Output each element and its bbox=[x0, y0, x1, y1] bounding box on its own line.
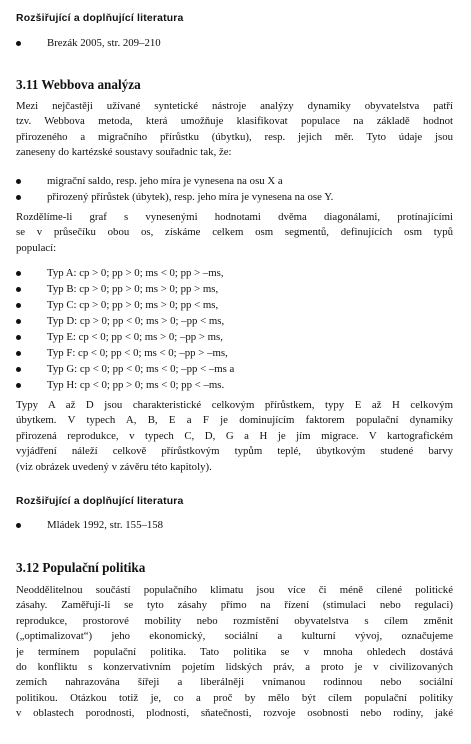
bullet-icon bbox=[16, 303, 21, 308]
text-line: („optimalizovat“) jeho ekonomický, sociální a kulturní vývoj, označujeme bbox=[16, 630, 453, 643]
bullet-icon bbox=[16, 287, 21, 292]
text-line: Neoddělitelnou součástí populačního klimatu jsou více či méně cílené politické bbox=[16, 584, 453, 596]
list-item-text: Typ D: cp > 0; pp < 0; ms > 0; –pp < ms, bbox=[47, 315, 225, 327]
text-line: tzv. Webbova metoda, která umožňuje klasifikovat populace na základě hodnot bbox=[16, 115, 453, 128]
text-line: Mezi nejčastěji užívané syntetické nástroje analýzy dynamiky obyvatelstva patří bbox=[16, 100, 453, 112]
text-line: úbytkem. V typech A, B, E a F je dominujícím faktorem populační dynamiky bbox=[16, 414, 453, 427]
section-heading-webb: 3.11 Webbova analýza bbox=[16, 77, 141, 92]
list-item-text: Brezák 2005, str. 209–210 bbox=[47, 37, 161, 49]
section-heading-population-policy: 3.12 Populační politika bbox=[16, 560, 146, 575]
text-line: přirozeného a migračního přírůstku (úbytku), resp. jejich měr. Tyto údaje jsou bbox=[16, 130, 453, 143]
list-item-text: Typ G: cp < 0; pp < 0; ms < 0; –pp < –ms a bbox=[47, 363, 235, 375]
text-line: zaneseny do kartézské soustavy souřadnic tak, že: bbox=[16, 146, 232, 159]
text-line: je termínem populační politika. Tato politika se v mnoha ohledech dostává bbox=[16, 645, 453, 658]
list-item-text: Typ C: cp > 0; pp > 0; ms > 0; pp < ms, bbox=[47, 299, 219, 311]
text-line: zásahy. Zaměřují-li se tyto zásahy přímo na řízení (stimulaci nebo regulaci) bbox=[16, 599, 453, 612]
list-item-text: Typ E: cp < 0; pp < 0; ms > 0; –pp > ms, bbox=[47, 331, 223, 343]
bullet-icon bbox=[16, 41, 21, 46]
list-item-text: Typ A: cp > 0; pp > 0; ms < 0; pp > –ms, bbox=[47, 267, 224, 279]
bullet-icon bbox=[16, 383, 21, 388]
text-line: Rozdělíme-li graf s vynesenými hodnotami dvěma diagonálami, protínajícími bbox=[16, 211, 453, 223]
bullet-icon bbox=[16, 195, 21, 200]
text-line: přirozená reprodukce, v typech C, D, G a H je jím migrace. V kartografickém bbox=[16, 429, 453, 442]
literature-subheading: Rozšiřující a doplňující literatura bbox=[16, 496, 184, 507]
paragraph-diagonals bbox=[16, 210, 453, 256]
text-line: se v průsečíku obou os, získáme celkem osm segmentů, definujících osm typů bbox=[16, 226, 453, 239]
bullet-icon bbox=[16, 319, 21, 324]
text-line: reprodukce, prostorové mobility nebo rozmístění obyvatelstva s cílem změnit bbox=[16, 614, 453, 627]
text-line: Typy A až D jsou charakteristické celkovým přírůstkem, typy E až H celkovým bbox=[16, 399, 453, 411]
bullet-icon bbox=[16, 367, 21, 372]
text-line: vyjádření náleží celkově přírůstkovým typům teplé, úbytkovým studené barvy bbox=[16, 445, 453, 458]
bullet-icon bbox=[16, 351, 21, 356]
list-item-text: Mládek 1992, str. 155–158 bbox=[47, 519, 164, 531]
bullet-icon bbox=[16, 271, 21, 276]
bullet-icon bbox=[16, 523, 21, 528]
text-line: zemích nahrazována šířeji a liberálněji vnímanou rodinnou nebo sociální bbox=[16, 676, 453, 689]
text-line: politikou. Otázkou totiž je, co a proč by mělo být cílem populační politiky bbox=[16, 691, 453, 704]
text-line: (viz obrázek uvedený v závěru této kapitoly). bbox=[16, 460, 212, 473]
paragraph-type-summary bbox=[16, 398, 453, 475]
list-item-text: Typ H: cp < 0; pp > 0; ms < 0; pp < –ms. bbox=[47, 379, 225, 391]
bullet-icon bbox=[16, 335, 21, 340]
list-item-text: Typ B: cp > 0; pp > 0; ms > 0; pp > ms, bbox=[47, 283, 219, 295]
bullet-icon bbox=[16, 179, 21, 184]
list-item-text: Typ F: cp < 0; pp < 0; ms < 0; –pp > –ms, bbox=[47, 347, 228, 359]
paragraph-webb-intro bbox=[16, 99, 453, 161]
list-item-text: přirozený přírůstek (úbytek), resp. jeho míra je vynesena na ose Y. bbox=[47, 191, 334, 203]
list-item-text: migrační saldo, resp. jeho míra je vynesena na osu X a bbox=[47, 175, 283, 187]
text-line: v oblastech porodnosti, plodnosti, sňatečnosti, rozvoje osobnosti nebo rodiny, jaké bbox=[16, 707, 453, 720]
literature-subheading: Rozšiřující a doplňující literatura bbox=[16, 13, 184, 24]
text-line: do konfliktu s konzervativním pojetím lidských práv, a proto je v civilizovaných bbox=[16, 660, 453, 673]
text-line: populací: bbox=[16, 241, 57, 254]
paragraph-population-policy bbox=[16, 583, 453, 722]
